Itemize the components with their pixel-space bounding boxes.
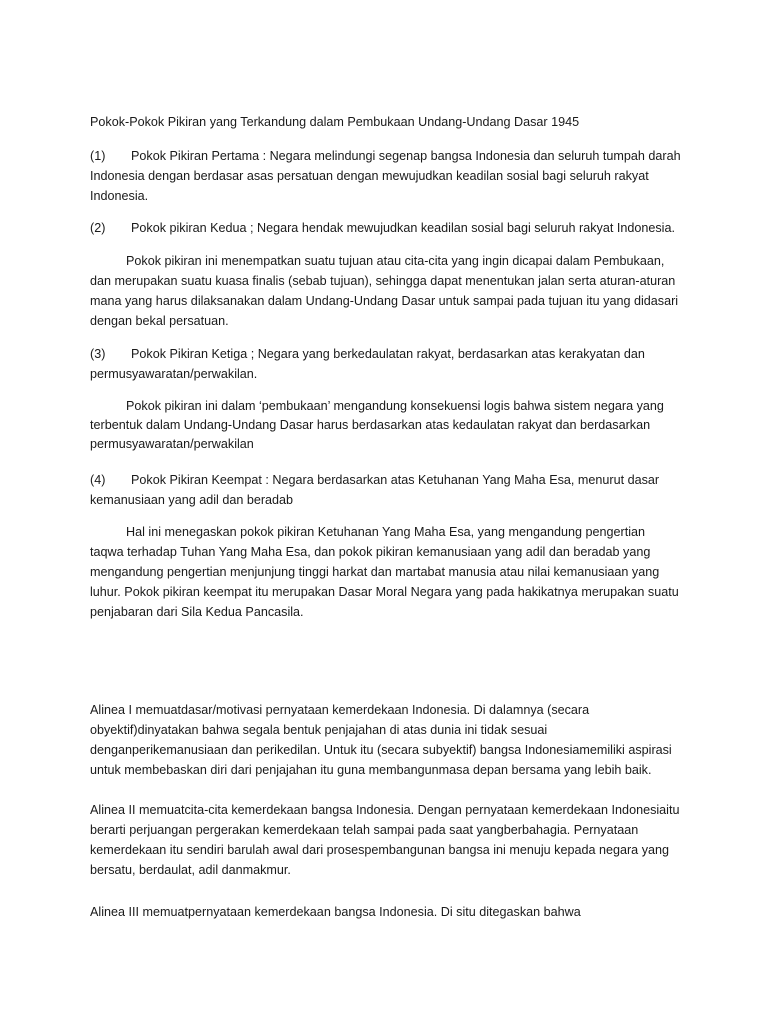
item-text: Pokok Pikiran Ketiga ; Negara yang berkedaulatan rakyat, berdasarkan atas kerakyatan dan permusyawaratan/perwakilan. <box>90 347 645 381</box>
alinea-3-paragraph: Alinea III memuatpernyataan kemerdekaan bangsa Indonesia. Di situ ditegaskan bahwa <box>90 905 581 919</box>
list-item-2 <box>90 218 682 238</box>
item-number: (4) <box>90 473 106 487</box>
item-number: (1) <box>90 149 106 163</box>
item-number: (2) <box>90 221 106 235</box>
list-item-4 <box>90 470 682 510</box>
item-text: Pokok Pikiran Pertama : Negara melindungi segenap bangsa Indonesia dan seluruh tumpah darah Indonesia dengan berdasar asas persatuan dengan mewujudkan keadilan sosial bagi seluruh rakyat Indonesia. <box>90 149 681 203</box>
item-3-explanation: Pokok pikiran ini dalam ‘pembukaan’ mengandung konsekuensi logis bahwa sistem negara yang terbentuk dalam Undang-Undang Dasar harus berdasarkan atas kedaulatan rakyat dan berdasarkan permusyawaratan/perwakilan <box>90 399 664 451</box>
item-number: (3) <box>90 347 106 361</box>
alinea-2-paragraph: Alinea II memuatcita-cita kemerdekaan bangsa Indonesia. Dengan pernyataan kemerdekaan Indonesiaitu berarti perjuangan pergerakan kemerdekaan telah sampai pada saat yangberbahagia. Pernyataan kemerdekaan itu sendiri barulah awal dari prosespembangunan bangsa ini menuju kepada negara yang bersatu, berdaulat, adil danmakmur. <box>90 803 680 877</box>
item-text: Pokok Pikiran Keempat : Negara berdasarkan atas Ketuhanan Yang Maha Esa, menurut dasar kemanusiaan yang adil dan beradab <box>90 473 660 507</box>
item-2-explanation: Pokok pikiran ini menempatkan suatu tujuan atau cita-cita yang ingin dicapai dalam Pembukaan, dan merupakan suatu kuasa finalis (sebab tujuan), sehingga dapat menentukan jalan serta aturan-aturan mana yang harus dilaksanakan dalam Undang-Undang Dasar untuk sampai pada tujuan itu yang didasari dengan bekal persatuan. <box>90 254 679 328</box>
alinea-1-paragraph: Alinea I memuatdasar/motivasi pernyataan kemerdekaan Indonesia. Di dalamnya (secara obyektif)dinyatakan bahwa segala bentuk penjajahan di atas dunia ini tidak sesuai denganperikemanusiaan dan perikedilan. Untuk itu (secara subyektif) bangsa Indonesiamemiliki aspirasi untuk membebaskan diri dari penjajahan itu guna membangunmasa depan bersama yang lebih baik. <box>90 703 672 777</box>
list-item-3 <box>90 344 682 384</box>
document-title: Pokok-Pokok Pikiran yang Terkandung dalam Pembukaan Undang-Undang Dasar 1945 <box>90 115 580 129</box>
item-4-explanation: Hal ini menegaskan pokok pikiran Ketuhanan Yang Maha Esa, yang mengandung pengertian taqwa terhadap Tuhan Yang Maha Esa, dan pokok pikiran kemanusiaan yang adil dan beradab yang mengandung pengertian menjunjung tinggi harkat dan martabat manusia atau nilai kemanusiaan yang luhur. Pokok pikiran keempat itu merupakan Dasar Moral Negara yang pada hakikatnya merupakan suatu penjabaran dari Sila Kedua Pancasila. <box>90 525 679 619</box>
list-item-1 <box>90 146 682 206</box>
item-text: Pokok pikiran Kedua ; Negara hendak mewujudkan keadilan sosial bagi seluruh rakyat Indonesia. <box>131 221 675 235</box>
